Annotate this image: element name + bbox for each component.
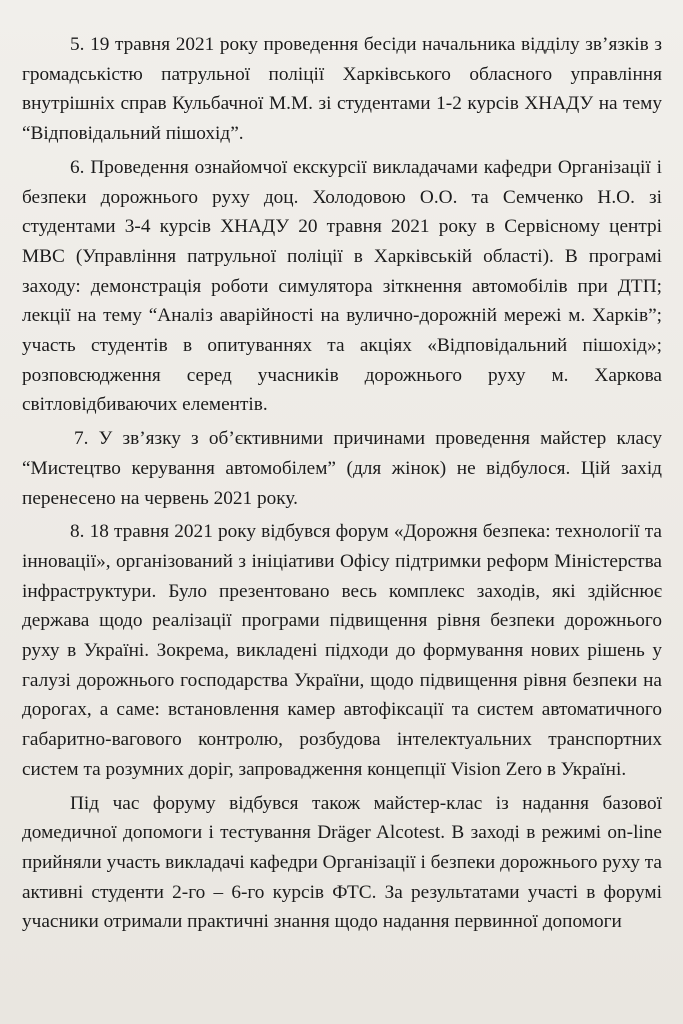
paragraph-item-7: 7. У зв’язку з об’єктивними причинами проведення майстер класу “Мистецтво керування автомобілем” (для жінок) не відбулося. Цій захід перенесено на червень 2021 року.: [22, 428, 662, 509]
paragraph-forum-masterclass: Під час форуму відбувся також майстер-клас із надання базової домедичної допомоги і тестування Dräger Alcotest. В заході в режимі on-line прийняли участь викладачі кафедри Організації і безпеки дорожнього руху та активні студенти 2-го – 6-го курсів ФТС. За результатами участі в форумі учасники отримали практичні знання щодо надання первинної допомоги: [22, 792, 662, 933]
paragraph-item-6: 6. Проведення ознайомчої екскурсії викладачами кафедри Організації і безпеки дорожнього руху доц. Холодовою О.О. та Семченко Н.О. зі студентами 3-4 курсів ХНАДУ 20 травня 2021 року в Сервісному центрі МВС (Управління патрульної поліції в Харківській області). В програмі заходу: демонстрація роботи симулятора зіткнення автомобілів при ДТП; лекції на тему “Аналіз аварійності на вулично-дорожній мережі м. Харків”; участь студентів в опитуваннях та акціях «Відповідальний пішохід»; розповсюдження серед учасників дорожнього руху м. Харкова світловідбиваючих елементів.: [22, 156, 662, 416]
document-body: [22, 30, 662, 941]
paragraph-item-5: 5. 19 травня 2021 року проведення бесіди начальника відділу зв’язків з громадськістю патрульної поліції Харківського обласного управління внутрішніх справ Кульбачної М.М. зі студентами 1-2 курсів ХНАДУ на тему “Відповідальний пішохід”.: [22, 34, 662, 145]
paragraph-item-8: 8. 18 травня 2021 року відбувся форум «Дорожня безпека: технології та інновації», організований з ініціативи Офісу підтримки реформ Міністерства інфраструктури. Було презентовано весь комплекс заходів, які здійснює держава щодо реалізації програми підвищення рівня безпеки дорожнього руху в Україні. Зокрема, викладені підходи до формування нових рішень у галузі дорожнього господарства України, щодо підвищення рівня безпеки на дорогах, а саме: встановлення камер автофіксації та систем автоматичного габаритно-вагового контролю, розбудова інтелектуальних транспортних систем та розумних доріг, запровадження концепції Vision Zero в Україні.: [22, 521, 662, 780]
